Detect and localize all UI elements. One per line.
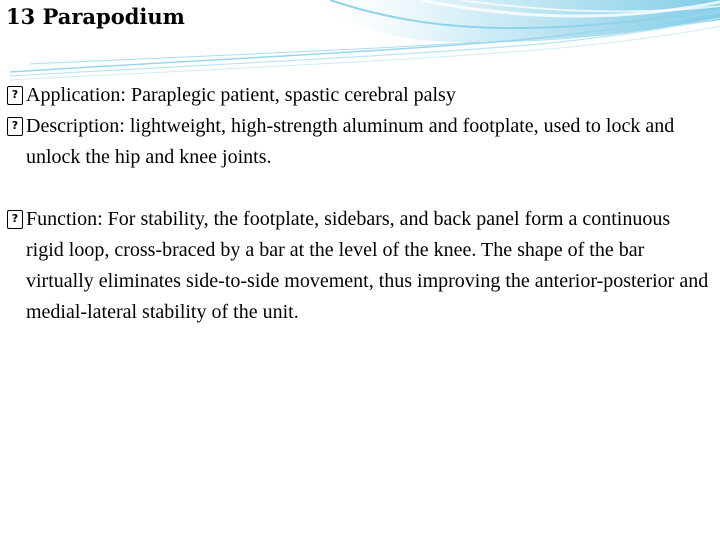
- slide-title: 13 Parapodium: [6, 4, 185, 29]
- bullet-text: Function: For stability, the footplate, sidebars, and back panel form a continuous rigid loop, cross-braced by a bar at the level of the knee. The shape of the bar virtually eliminates side-to-side movement, thus improving the anterior-posterior and medial-lateral stability of the unit.: [26, 208, 709, 323]
- unknown-glyph-icon: ?: [7, 86, 23, 105]
- bullet-text: Description: lightweight, high-strength aluminum and footplate, used to lock and unlock the hip and knee joints.: [26, 115, 675, 168]
- bullet-list: [7, 80, 712, 328]
- bullet-function: [7, 204, 712, 328]
- bullet-text: Application: Paraplegic patient, spastic cerebral palsy: [26, 84, 456, 106]
- bullet-description: [7, 111, 712, 173]
- unknown-glyph-icon: ?: [7, 210, 23, 229]
- unknown-glyph-icon: ?: [7, 117, 23, 136]
- bullet-application: [7, 80, 712, 111]
